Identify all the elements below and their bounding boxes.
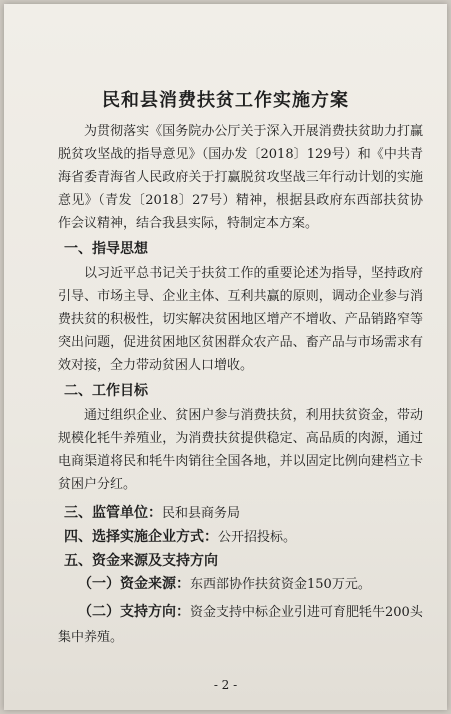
section-body-work-goals: 通过组织企业、贫困户参与消费扶贫，利用扶贫资金，带动规模化牦牛养殖业，为消费扶贫提供稳定、高品质的肉源，通过电商渠道将民和牦牛肉销往全国各地，并以固定比例向建档立卡贫困户分红。 [58, 408, 423, 492]
enterprise-selection-value: 公开招投标。 [218, 530, 297, 545]
subitem-support-direction [58, 600, 423, 650]
subitem-support-direction-text: 资金支持中标企业引进可育肥牦牛200头集中养殖。 [58, 605, 423, 645]
section-enterprise-selection [64, 526, 296, 546]
page-number: - 2 - [213, 678, 238, 692]
document-title: 民和县消费扶贫工作实施方案 [102, 90, 349, 111]
document-page [4, 4, 447, 710]
intro-paragraph: 为贯彻落实《国务院办公厅关于深入开展消费扶贫助力打赢脱贫攻坚战的指导意见》（国办发〔2018〕129号）和《中共青海省委青海省人民政府关于打赢脱贫攻坚战三年行动计划的实施意见》（青发〔2018〕27号）精神，根据县政府东西部扶贫协作会议精神，结合我县实际，特制定本方案。 [58, 124, 423, 231]
section-heading-guiding-ideology: 一、指导思想 [64, 241, 148, 257]
section-heading-supervising-unit: 三、监管单位： [64, 505, 162, 521]
section-heading-enterprise-selection: 四、选择实施企业方式： [64, 529, 218, 545]
section-supervising-unit [64, 502, 240, 522]
section-heading-funding: 五、资金来源及支持方向 [64, 553, 218, 569]
section-body-guiding-ideology: 以习近平总书记关于扶贫工作的重要论述为指导，坚持政府引导、市场主导、企业主体、互利共赢的原则，调动企业参与消费扶贫的积极性，切实解决贫困地区增产不增收、产品销路窄等突出问题，促进贫困地区贫困群众农产品、畜产品与市场需求有效对接，全力带动贫困人口增收。 [58, 266, 423, 373]
supervising-unit-value: 民和县商务局 [162, 506, 241, 521]
subitem-funding-source [58, 572, 423, 597]
subitem-support-direction-label: （二）支持方向： [78, 604, 190, 620]
subitem-funding-source-label: （一）资金来源： [78, 576, 190, 592]
subitem-funding-source-text: 东西部协作扶贫资金150万元。 [190, 577, 371, 592]
section-heading-work-goals: 二、工作目标 [64, 383, 148, 399]
